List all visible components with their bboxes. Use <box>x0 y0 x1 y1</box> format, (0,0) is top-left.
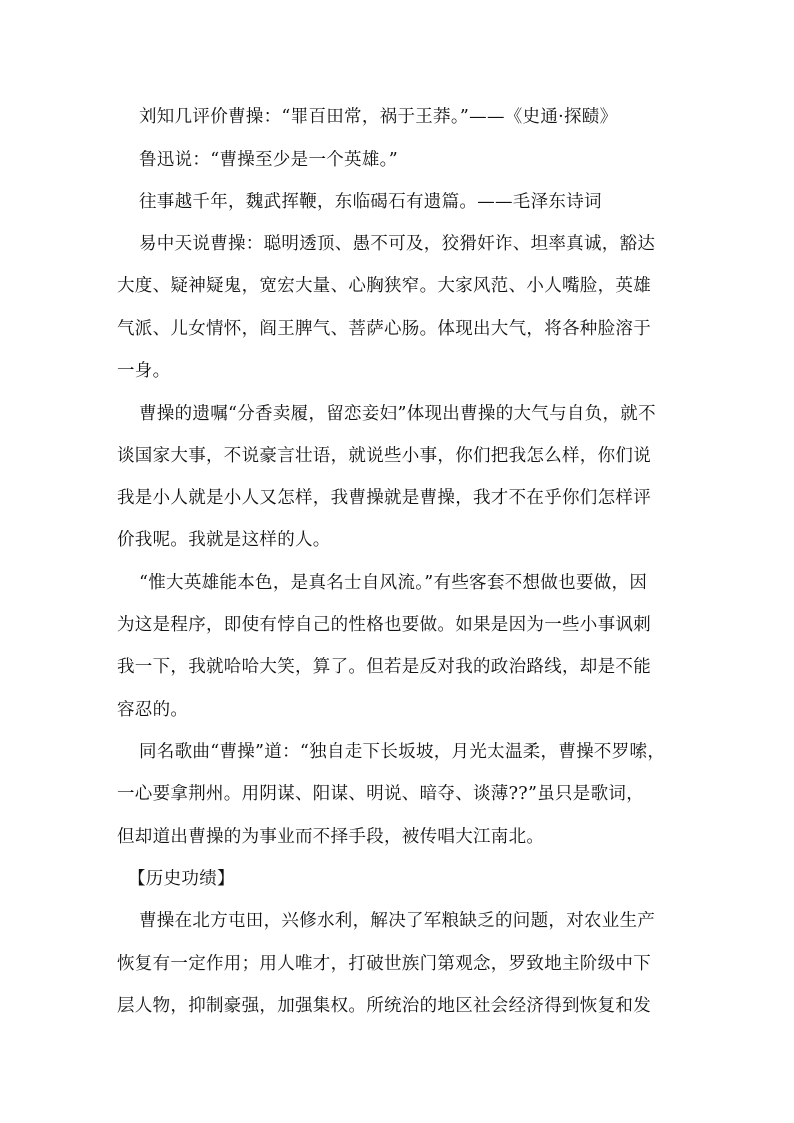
quote-mao-zedong: 往事越千年，魏武挥鞭，东临碣石有遗篇。——毛泽东诗词 <box>139 192 602 212</box>
quote-liu-zhiji: 刘知几评价曹操：“罪百田常，祸于王莽。”——《史通·探赜》 <box>139 107 618 127</box>
paragraph-song-line: 一心要拿荆州。用阴谋、阳谋、明说、暗夺、谈薄??”虽只是歌词， <box>117 784 645 804</box>
paragraph-hero-line: 容忍的。 <box>117 700 189 720</box>
paragraph-yi-zhongtian-line: 易中天说曹操：聪明透顶、愚不可及，狡猾奸诈、坦率真诚，豁达 <box>139 234 656 254</box>
paragraph-song-line: 但却道出曹操的为事业而不择手段，被传唱大江南北。 <box>117 827 545 847</box>
paragraph-hero-line: “惟大英雄能本色，是真名士自风流。”有些客套不想做也要做，因 <box>139 573 648 593</box>
paragraph-hero-line: 我一下，我就哈哈大笑，算了。但若是反对我的政治路线，却是不能 <box>117 657 651 677</box>
paragraph-yi-zhongtian-line: 大度、疑神疑鬼，宽宏大量、心胸狭窄。大家风范、小人嘴脸，英雄 <box>117 276 651 296</box>
section-heading-achievements: 【历史功绩】 <box>128 869 235 889</box>
paragraph-hero-line: 为这是程序，即使有悖自己的性格也要做。如果是因为一些小事讽刺 <box>117 615 651 635</box>
paragraph-will-line: 谈国家大事，不说豪言壮语，就说些小事，你们把我怎么样，你们说 <box>117 446 651 466</box>
paragraph-will-line: 价我呢。我就是这样的人。 <box>117 530 331 550</box>
paragraph-achievements-line: 曹操在北方屯田，兴修水利，解决了军粮缺乏的问题，对农业生产 <box>139 911 656 931</box>
paragraph-yi-zhongtian-line: 气派、儿女情怀，阎王脾气、菩萨心肠。体现出大气，将各种脸溶于 <box>117 319 651 339</box>
paragraph-achievements-line: 层人物，抑制豪强，加强集权。所统治的地区社会经济得到恢复和发 <box>117 996 651 1016</box>
paragraph-achievements-line: 恢复有一定作用；用人唯才，打破世族门第观念，罗致地主阶级中下 <box>117 954 651 974</box>
paragraph-will-line: 我是小人就是小人又怎样，我曹操就是曹操，我才不在乎你们怎样评 <box>117 488 651 508</box>
paragraph-yi-zhongtian-line: 一身。 <box>117 361 171 381</box>
quote-lu-xun: 鲁迅说：“曹操至少是一个英雄。” <box>139 150 398 170</box>
paragraph-song-line: 同名歌曲“曹操”道：“独自走下长坂坡，月光太温柔，曹操不罗嗦， <box>139 742 666 762</box>
paragraph-will-line: 曹操的遗嘱“分香卖履，留恋妾妇”体现出曹操的大气与自负，就不 <box>139 404 656 424</box>
